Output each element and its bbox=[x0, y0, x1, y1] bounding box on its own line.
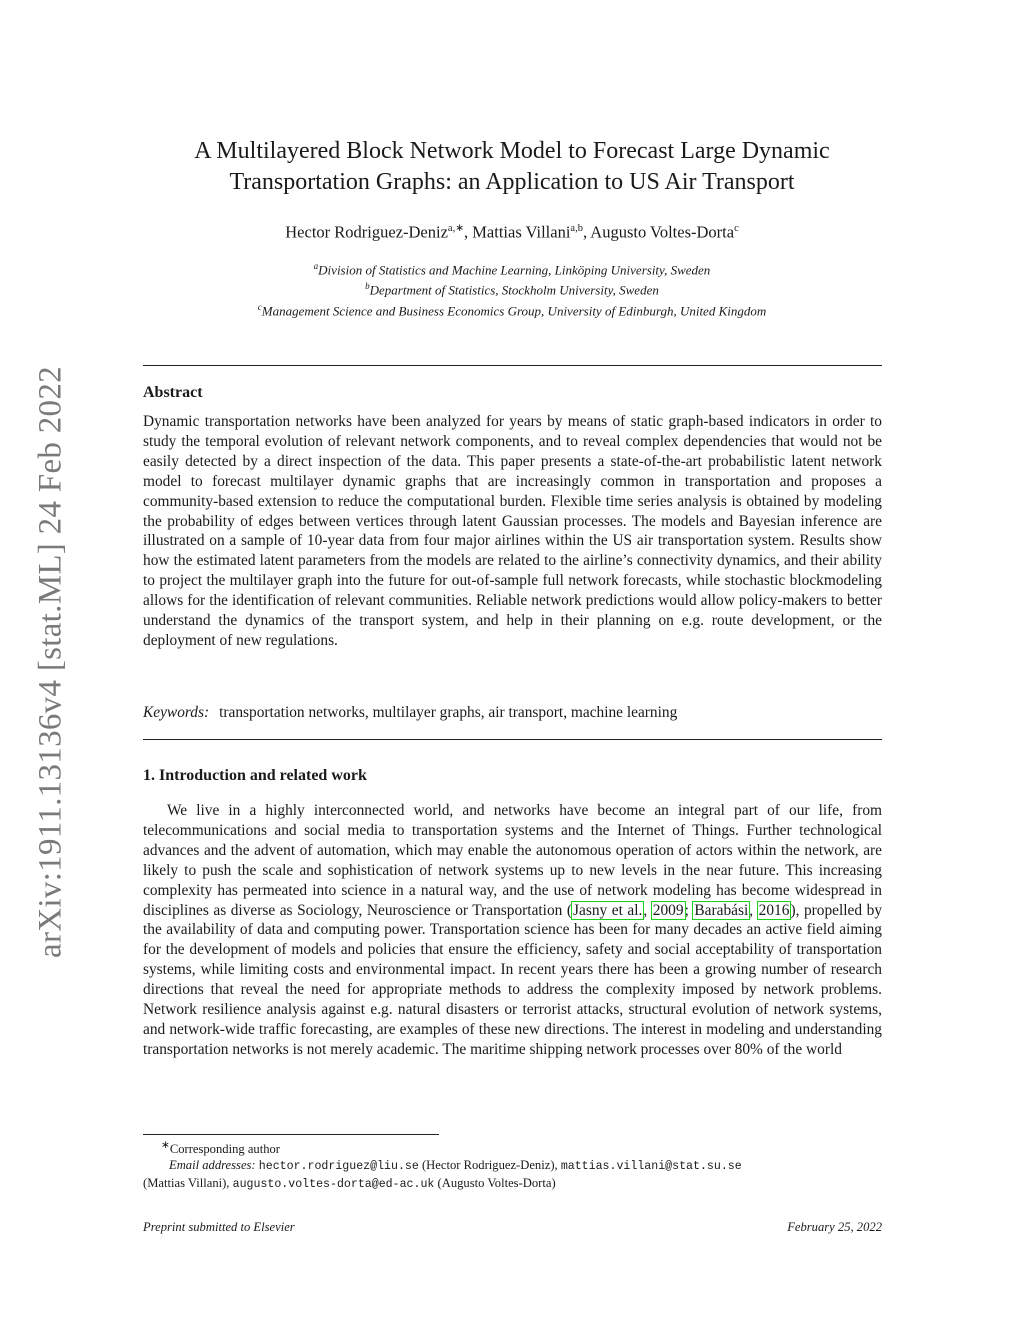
abstract-bottom-rule bbox=[143, 739, 882, 740]
keywords-label: Keywords: bbox=[143, 704, 210, 721]
email-link[interactable]: augusto.voltes-dorta@ed-ac.uk bbox=[232, 1178, 435, 1192]
keywords-text: transportation networks, multilayer graphs, air transport, machine learning bbox=[219, 704, 678, 721]
page-footer bbox=[143, 1220, 882, 1235]
intro-heading: 1. Introduction and related work bbox=[143, 767, 367, 784]
abstract-top-rule bbox=[143, 365, 882, 366]
footer-preprint: Preprint submitted to Elsevier bbox=[143, 1220, 295, 1234]
footnote-corresponding: ∗Corresponding author bbox=[161, 1140, 280, 1157]
author-name: Mattias Villani bbox=[472, 222, 571, 242]
title-line-2: Transportation Graphs: an Application to US Air Transport bbox=[229, 169, 795, 195]
citation-link[interactable]: Jasny et al. bbox=[573, 901, 643, 919]
author-name: Augusto Voltes-Dorta bbox=[590, 222, 735, 242]
arxiv-identifier-text: arXiv:1911.13136v4 [stat.ML] 24 Feb 2022 bbox=[32, 366, 69, 958]
citation-link[interactable]: 2009 bbox=[652, 901, 684, 919]
footnote-rule bbox=[143, 1134, 439, 1135]
email-link[interactable]: hector.rodriguez@liu.se bbox=[258, 1160, 419, 1174]
citation-link[interactable]: 2016 bbox=[758, 901, 790, 919]
citation-link[interactable]: Barabási bbox=[694, 901, 749, 919]
author-list: Hector Rodriguez-Deniz$^{a,∗}$, Mattias Villani$^{a,b}$, Augusto Voltes-Dorta$^c$ bbox=[285, 222, 739, 242]
affiliation-a: $^a$Division of Statistics and Machine Learning, Linköping University, Sweden bbox=[313, 261, 711, 278]
footnotes bbox=[143, 1138, 882, 1193]
intro-paragraph: We live in a highly interconnected world, and networks have become an integral part of our life, from telecommunications and social media to transportation systems and the Internet of Things. Further technological advances and the advent of automation, which may enable the autonomous operation of actors within the network, are likely to push the scale and sophistication of network systems up to new levels in the near future. This increasing complexity has permeated into science in a natural way, and the use of network modeling has become widespread in disciplines as diverse as Sociology, Neuroscience or Transportation (Jasny et al., 2009; Barabási, 2016), propelled by the availability of data and computing power. Transportation science has been for many decades an active field aiming for the development of models and policies that ensure the efficiency, safety and social acceptability of transportation systems, while limiting costs and environmental impact. In recent years there has been a growing number of research directions that reveal the need for appropriate methods to address the complexity imposed by network problems. Network resilience analysis against e.g. natural disasters or terrorist attacks, structural evolution of network systems, and network-wide traffic forecasting, are examples of these new directions. The interest in modeling and understanding transportation networks is not merely academic. The maritime shipping network processes over 80% of the world bbox=[143, 802, 883, 1058]
keywords bbox=[143, 704, 882, 722]
footer-date: February 25, 2022 bbox=[787, 1220, 882, 1234]
author-affil-mark: c bbox=[734, 223, 739, 234]
footnote-emails: Email addresses: hector.rodriguez@liu.se (Hector Rodriguez-Deniz), mattias.villani@stat.su.se bbox=[169, 1158, 742, 1174]
author-name: Hector Rodriguez-Deniz bbox=[285, 222, 448, 242]
author-affil-mark: a,∗ bbox=[447, 223, 464, 234]
abstract-heading: Abstract bbox=[143, 384, 203, 401]
footnote-emails-cont: (Mattias Villani), augusto.voltes-dorta@ed-ac.uk (Augusto Voltes-Dorta) bbox=[143, 1176, 556, 1192]
affiliation-list bbox=[0, 258, 1024, 319]
affiliation-b: $^b$Department of Statistics, Stockholm University, Sweden bbox=[365, 281, 659, 298]
title-line-1: A Multilayered Block Network Model to Forecast Large Dynamic bbox=[194, 138, 830, 164]
paper-title bbox=[0, 136, 1024, 198]
author-affil-mark: a,b bbox=[570, 223, 583, 234]
abstract-text: Dynamic transportation networks have been analyzed for years by means of static graph-based indicators in order to study the temporal evolution of relevant network components, and to reveal complex dependencies that would not be easily detected by a direct inspection of the data. This paper presents a state-of-the-art probabilistic latent network model to forecast multilayer dynamic graphs that are increasingly common in transportation and proposes a community-based extension to reduce the computational burden. Flexible time series analysis is obtained by modeling the probability of edges between vertices through latent Gaussian processes. The models and Bayesian inference are illustrated on a sample of 10-year data from four major airlines within the US air transportation system. Results show how the estimated latent parameters from the models are related to the airline’s connectivity dynamics, and their ability to project the multilayer graph into the future for out-of-sample full network forecasts, while stochastic blockmodeling allows for the identification of relevant communities. Reliable network predictions would allow policy-makers to better understand the dynamics of the transport system, and help in their planning on e.g. route development, or the deployment of new regulations. bbox=[143, 413, 882, 649]
email-link[interactable]: mattias.villani@stat.su.se bbox=[560, 1160, 742, 1174]
email-label: Email addresses: bbox=[169, 1158, 256, 1173]
affiliation-c: $^c$Management Science and Business Economics Group, University of Edinburgh, United Kingdom bbox=[257, 301, 767, 318]
